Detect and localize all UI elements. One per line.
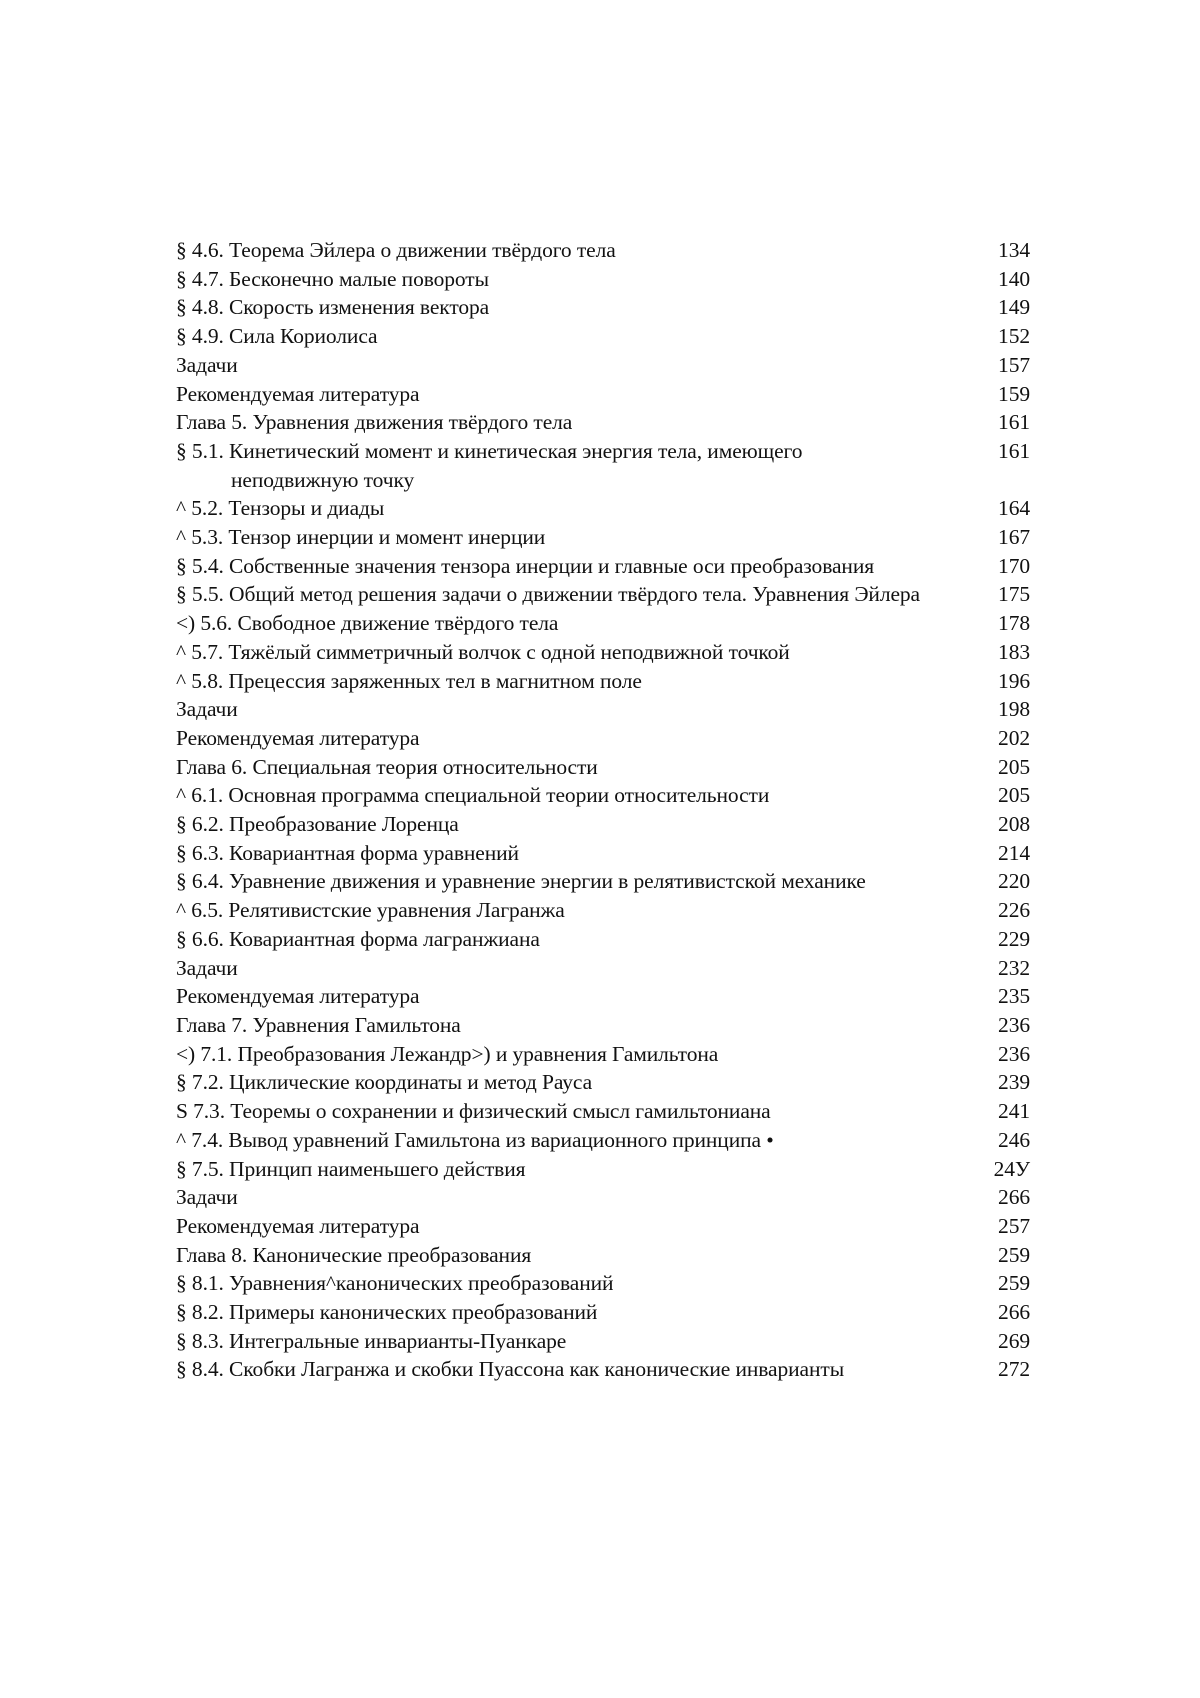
toc-entry-title: § 4.9. Сила Кориолиса [176,324,378,349]
toc-entry [176,265,1030,294]
toc-entry [176,351,1030,380]
toc-entry [176,1183,1030,1212]
toc-entry-title: § 6.4. Уравнение движения и уравнение энергии в релятивистской механике [176,869,866,894]
toc-chapter [176,753,1030,782]
toc-entry-page: 266 [998,1300,1030,1325]
toc-chapter-title: Глава 5. Уравнения движения твёрдого тела [176,410,573,435]
toc-entry [176,667,1030,696]
toc-entry-title: Задачи [176,955,238,980]
toc-entry-page: 170 [998,553,1030,578]
toc-entry-title: Рекомендуемая литература [176,725,420,750]
toc-entry [176,552,1030,581]
toc-entry-title: § 7.2. Циклические координаты и метод Рауса [176,1070,593,1095]
toc-entry-title: § 4.6. Теорема Эйлера о движении твёрдого тела [176,238,616,262]
toc-entry-title: ^ 5.8. Прецессия заряженных тел в магнитном поле [176,668,642,693]
toc-entry [176,1126,1030,1155]
toc-entry-title: ^ 6.5. Релятивистские уравнения Лагранжа [176,898,565,923]
toc-entry [176,695,1030,724]
toc-entry-page: 178 [998,611,1030,636]
toc-entry-title: ^ 5.2. Тензоры и диады [176,496,385,521]
toc-entry [176,322,1030,351]
toc-entry-page: 229 [998,926,1030,951]
toc-entry [176,954,1030,983]
toc-entry-page: 152 [998,324,1030,349]
toc-chapter [176,1011,1030,1040]
toc-entry-title: § 6.2. Преобразование Лоренца [176,812,459,837]
toc-entry-page: 259 [998,1242,1030,1267]
toc-entry [176,1212,1030,1241]
toc-entry-page: 241 [998,1099,1030,1124]
toc-entry-title: § 8.3. Интегральные инварианты-Пуанкаре [176,1328,567,1353]
toc-entry-title: § 8.2. Примеры канонических преобразований [176,1300,598,1325]
toc-chapter-title: Глава 6. Специальная теория относительности [176,754,598,779]
toc-entry-page: 232 [998,955,1030,980]
toc-entry [176,1355,1030,1384]
toc-entry-page: 208 [998,812,1030,837]
toc-entry-title: Рекомендуемая литература [176,984,420,1009]
toc-entry-page: 205 [998,783,1030,808]
toc-entry-title: § 4.7. Бесконечно малые повороты [176,266,489,291]
toc-entry-page: 259 [998,1271,1030,1296]
toc-entry-page: 164 [998,496,1030,521]
toc-entry-page: 272 [998,1357,1030,1382]
toc-entry [176,580,1030,609]
toc-entry [176,1097,1030,1126]
toc-entry [176,867,1030,896]
toc-entry [176,896,1030,925]
toc-entry-title: Задачи [176,1185,238,1210]
toc-entry-page: 149 [998,295,1030,320]
toc-entry [176,781,1030,810]
toc-entry-title: <) 5.6. Свободное движение твёрдого тела [176,611,559,636]
toc-entry-page: 214 [998,840,1030,865]
toc-entry-page: 236 [998,1041,1030,1066]
toc-entry [176,236,1030,265]
toc-entry-page: 236 [998,1012,1030,1037]
toc-entry-page: 257 [998,1213,1030,1238]
toc-entry-page: 167 [998,525,1030,550]
toc-entry-title: ^ 7.4. Вывод уравнений Гамильтона из вариационного принципа • [176,1127,774,1152]
toc-entry-page: 220 [998,869,1030,894]
toc-entry [176,1269,1030,1298]
toc-chapter [176,408,1030,437]
toc-entry-title: Рекомендуемая литература [176,381,420,406]
toc-chapter [176,1241,1030,1270]
toc-entry [176,380,1030,409]
toc-entry [176,523,1030,552]
toc-entry [176,724,1030,753]
toc-entry-page: 226 [998,898,1030,923]
toc-entry [176,609,1030,638]
toc-entry [176,810,1030,839]
toc-entry [176,1327,1030,1356]
toc-entry-page: 157 [998,352,1030,377]
toc-entry-title: § 5.5. Общий метод решения задачи о движении твёрдого тела. Уравнения Эйлера [176,582,920,607]
toc-entry-page: 202 [998,725,1030,750]
toc-entry-page: 161 [998,438,1030,463]
toc-entry-page: 198 [998,697,1030,722]
toc-entry-title: S 7.3. Теоремы о сохранении и физический смысл гамильтониана [176,1099,771,1124]
toc-entry-page: 161 [998,410,1030,435]
toc-entry-title: <) 7.1. Преобразования Лежандр>) и уравнения Гамильтона [176,1041,719,1066]
toc-entry-page: 159 [998,381,1030,406]
toc-chapter-title: Глава 8. Канонические преобразования [176,1242,532,1267]
toc-entry-page: 175 [998,582,1030,607]
toc-entry-title: ^ 6.1. Основная программа специальной теории относительности [176,783,770,808]
toc-entry-title: ^ 5.7. Тяжёлый симметричный волчок с одной неподвижной точкой [176,639,790,664]
toc-entry-title: § 4.8. Скорость изменения вектора [176,295,490,320]
toc-entry-page: 183 [998,639,1030,664]
toc-entry [176,437,1030,494]
toc-entry-page: 266 [998,1185,1030,1210]
toc-entry-title: § 5.1. Кинетический момент и кинетическая энергия тела, имеющего неподвижную точку [176,438,803,492]
toc-entry-title: § 7.5. Принцип наименьшего действия [176,1156,526,1181]
toc-entry [176,638,1030,667]
toc-entry [176,982,1030,1011]
toc-entry-title: § 8.1. Уравнения^канонических преобразований [176,1271,614,1296]
toc-entry-page: 239 [998,1070,1030,1095]
toc-entry [176,494,1030,523]
toc-entry-page: 140 [998,266,1030,291]
toc-entry [176,293,1030,322]
toc-chapter-title: Глава 7. Уравнения Гамильтона [176,1012,461,1037]
toc-entry [176,925,1030,954]
toc-entry-page: 134 [998,238,1030,262]
toc-entry [176,1298,1030,1327]
toc-entry-page: 269 [998,1328,1030,1353]
toc-entry-page: 24У [993,1156,1030,1181]
toc-entry-page: 196 [998,668,1030,693]
toc-entry-page: 205 [998,754,1030,779]
table-of-contents [176,236,1030,1384]
toc-entry-page: 246 [998,1127,1030,1152]
toc-entry-title: § 6.3. Ковариантная форма уравнений [176,840,519,865]
toc-entry [176,1040,1030,1069]
toc-entry-title: ^ 5.3. Тензор инерции и момент инерции [176,525,546,550]
toc-entry [176,1155,1030,1184]
toc-entry-title: Задачи [176,352,238,377]
toc-entry-title: Рекомендуемая литература [176,1213,420,1238]
toc-entry [176,1068,1030,1097]
toc-entry-title: § 6.6. Ковариантная форма лагранжиана [176,926,540,951]
toc-entry-title: § 5.4. Собственные значения тензора инерции и главные оси преобразования [176,553,875,578]
toc-entry-title: Задачи [176,697,238,722]
toc-entry [176,839,1030,868]
toc-entry-title: § 8.4. Скобки Лагранжа и скобки Пуассона как канонические инварианты [176,1357,845,1382]
toc-entry-page: 235 [998,984,1030,1009]
